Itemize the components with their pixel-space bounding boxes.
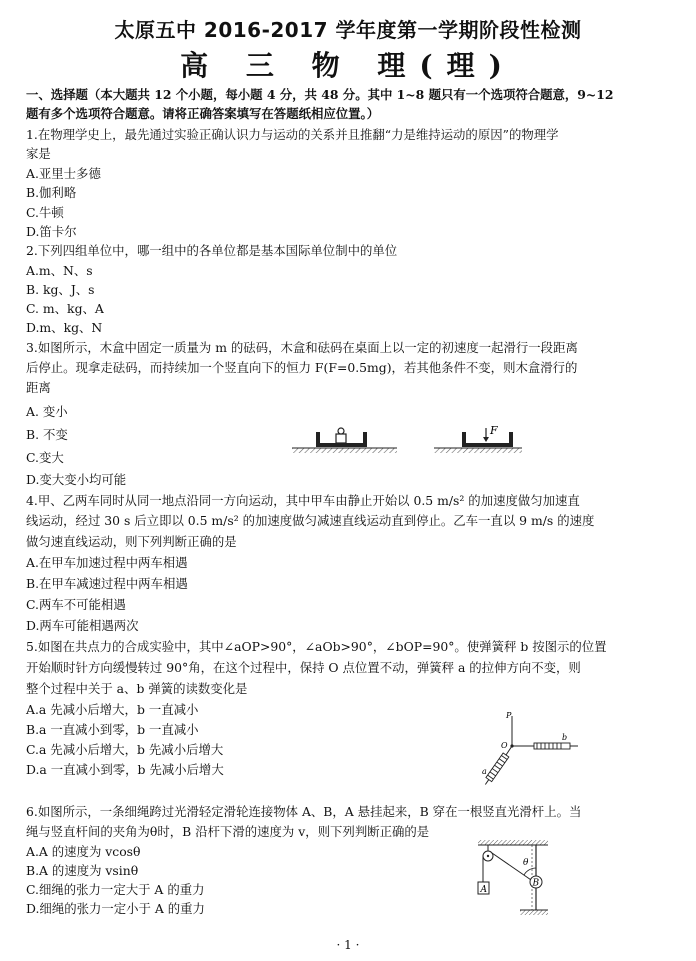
- q6-floor: [520, 910, 548, 915]
- q5-stem-line3: 整个过程中关于 a、b 弹簧的读数变化是: [26, 681, 248, 696]
- q3-figure: [292, 420, 522, 460]
- q5-label-a: a: [482, 767, 487, 776]
- q2-option-a: A.m、N、s: [26, 263, 93, 278]
- q5-stem-line2: 开始顺时针方向缓慢转过 90°角，在这个过程中，保持 O 点位置不动，弹簧秤 a 的拉伸方向不变，则: [26, 660, 581, 675]
- q3-force-label: F: [490, 424, 498, 437]
- q6-stem-line1: 6.如图所示，一条细绳跨过光滑轻定滑轮连接物体 A、B，A 悬挂起来，B 穿在一根竖直光滑杆上。当: [26, 804, 582, 819]
- page-number: · 1 ·: [336, 938, 360, 952]
- q3-weight: [336, 434, 346, 443]
- q6-label-b: B: [532, 878, 540, 889]
- q6-label-theta: θ: [523, 858, 529, 868]
- q6-stem-line2: 绳与竖直杆间的夹角为θ时，B 沿杆下滑的速度为 v，则下列判断正确的是: [26, 824, 430, 839]
- q1-option-a: A.亚里士多德: [26, 166, 101, 181]
- q5-label-p: P: [506, 711, 512, 720]
- q3-option-c: C.变大: [26, 450, 64, 465]
- q6-option-b: B.A 的速度为 vsinθ: [26, 863, 139, 878]
- q6-option-d: D.细绳的张力一定小于 A 的重力: [26, 901, 205, 916]
- q3-option-b: B. 不变: [26, 427, 68, 442]
- q5-option-b: B.a 一直减小到零，b 一直减小: [26, 722, 199, 737]
- q5-label-o: O: [501, 741, 508, 750]
- q4-option-d: D.两车可能相遇两次: [26, 618, 139, 633]
- q4-option-b: B.在甲车减速过程中两车相遇: [26, 576, 188, 591]
- section-heading-line2: 题有多个选项符合题意。请将正确答案填写在答题纸相应位置。）: [26, 106, 380, 121]
- q6-option-c: C.细绳的张力一定大于 A 的重力: [26, 882, 205, 897]
- q2-option-b: B. kg、J、s: [26, 282, 95, 297]
- q3-stem-line3: 距离: [26, 380, 51, 395]
- q3-stem-line2: 后停止。现拿走砝码，而持续加一个竖直向下的恒力 F(F=0.5mg)，若其他条件不变，则木盒滑行的: [26, 360, 578, 375]
- q4-option-c: C.两车不可能相遇: [26, 597, 126, 612]
- q3-table-surface-1: [292, 448, 397, 453]
- q4-stem-line3: 做匀速直线运动，则下列判断正确的是: [26, 534, 237, 549]
- q6-ceiling: [478, 840, 548, 845]
- q2-option-c: C. m、kg、A: [26, 301, 104, 316]
- q4-stem-line2: 线运动，经过 30 s 后立即以 0.5 m/s² 的加速度做匀减速直线运动直到停止。乙车一直以 9 m/s 的速度: [26, 513, 595, 528]
- q5-figure: [482, 708, 582, 783]
- q4-stem-line1: 4.甲、乙两车同时从同一地点沿同一方向运动，其中甲车由静止开始以 0.5 m/s² 的加速度做匀加速直: [26, 493, 580, 508]
- q6-figure: [470, 838, 552, 918]
- q6-option-a: A.A 的速度为 vcosθ: [26, 844, 141, 859]
- q1-stem-line2: 家是: [26, 146, 51, 161]
- q6-label-a: A: [480, 885, 487, 895]
- q1-option-d: D.笛卡尔: [26, 224, 77, 239]
- q3-table-surface-2: [434, 448, 522, 453]
- exam-title: 太原五中 2016-2017 学年度第一学期阶段性检测: [114, 18, 582, 42]
- q3-option-a: A. 变小: [26, 404, 68, 419]
- q3-option-d: D.变大变小均可能: [26, 472, 127, 487]
- q3-stem-line1: 3.如图所示，木盒中固定一质量为 m 的砝码，木盒和砝码在桌面上以一定的初速度一起滑行一段距离: [26, 340, 578, 355]
- q5-spring-scale-b: [534, 743, 570, 749]
- q5-label-b: b: [562, 733, 568, 742]
- q5-option-a: A.a 先减小后增大，b 一直减小: [26, 702, 199, 717]
- section-heading-line1: 一、选择题（本大题共 12 个小题，每小题 4 分，共 48 分。其中 1~8 题只有一个选项符合题意，9~12: [26, 87, 614, 102]
- q1-option-b: B.伽利略: [26, 185, 77, 200]
- q3-weight-knob: [338, 428, 344, 434]
- subject-title: 高 三 物 理(理): [180, 49, 516, 82]
- q5-option-d: D.a 一直减小到零，b 先减小后增大: [26, 762, 224, 777]
- q2-option-d: D.m、kg、N: [26, 320, 103, 335]
- q2-stem: 2.下列四组单位中，哪一组中的各单位都是基本国际单位制中的单位: [26, 243, 398, 258]
- q1-option-c: C.牛顿: [26, 205, 64, 220]
- q4-option-a: A.在甲车加速过程中两车相遇: [26, 555, 188, 570]
- q5-stem-line1: 5.如图在共点力的合成实验中，其中∠aOP>90°，∠aOb>90°，∠bOP=90°。使弹簧秤 b 按图示的位置: [26, 639, 607, 654]
- q5-option-c: C.a 先减小后增大，b 先减小后增大: [26, 742, 224, 757]
- q1-stem-line1: 1.在物理学史上，最先通过实验正确认识力与运动的关系并且推翻“力是维持运动的原因”的物理学: [26, 127, 559, 142]
